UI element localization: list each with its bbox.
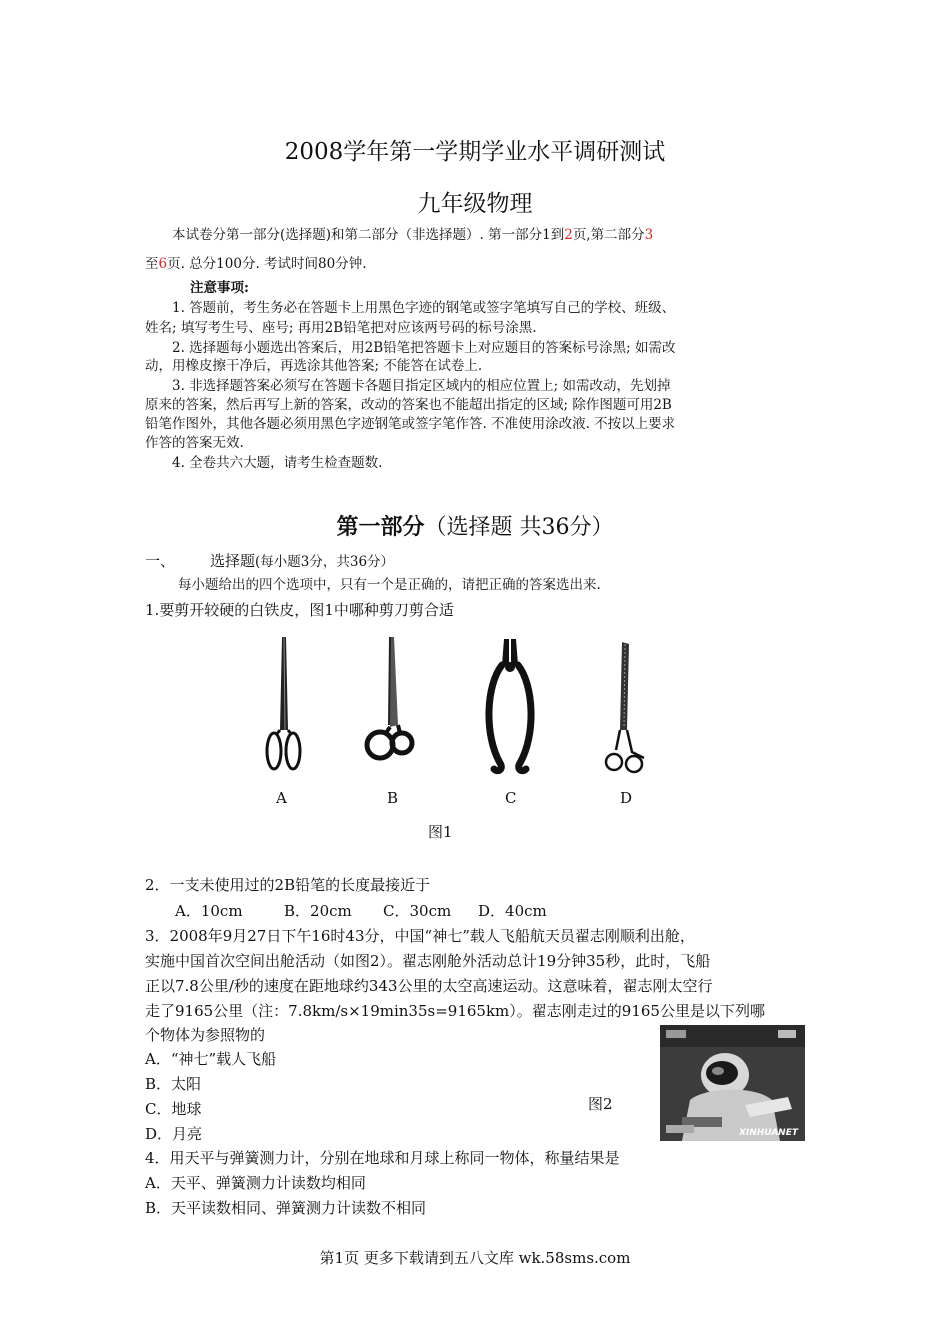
q2-option-d: D．40cm (478, 902, 547, 920)
intro-part2-start: 3 (644, 227, 654, 243)
notes-line: 铅笔作图外，其他各题必须用黑色字迹钢笔或签字笔作答. 不准使用涂改液. 不按以上要求 (145, 416, 676, 432)
scissors-b-figure (360, 635, 420, 775)
section-title (210, 550, 394, 571)
scissors-label-a: A (276, 789, 287, 807)
astronaut-photo (660, 1025, 805, 1141)
notes-line: 2. 选择题每小题选出答案后，用2B铅笔把答题卡上对应题目的答案标号涂黑; 如需改 (172, 340, 676, 356)
notes-line: 1. 答题前，考生务必在答题卡上用黑色字迹的钢笔或签字笔填写自己的学校、班级、 (172, 300, 676, 316)
part1-title-bold: 第一部分 (336, 514, 425, 540)
intro-line-2 (145, 254, 367, 275)
section-note: (每小题3分，共36分） (255, 554, 395, 570)
intro-text-a: 本试卷分第一部分(选择题)和第二部分（非选择题）. 第一部分1到 (172, 227, 565, 243)
q3-line: 个物体为参照物的 (145, 1026, 266, 1044)
figure1-caption: 图1 (428, 823, 453, 841)
q4-option-a: A．天平、弹簧测力计读数均相同 (145, 1174, 366, 1192)
notes-line: 3. 非选择题答案必须写在答题卡各题目指定区域内的相应位置上; 如需改动，先划掉 (172, 378, 671, 394)
part1-title-rest: （选择题 共36分） (424, 515, 614, 540)
q3-line: 3．2008年9月27日下午16时43分，中国“神七”载人飞船航天员翟志刚顺利出舱， (145, 927, 695, 945)
part1-title (0, 510, 950, 541)
notes-line: 作答的答案无效. (145, 435, 244, 451)
q3-option-b: B．太阳 (145, 1075, 202, 1093)
section-number: 一、 (145, 552, 176, 570)
scissors-c-figure (478, 635, 542, 775)
q3-line: 实施中国首次空间出舱活动（如图2）。翟志刚舱外活动总计19分钟35秒，此时，飞船 (145, 952, 711, 970)
intro-line-1 (172, 225, 653, 246)
scissors-label-d: D (620, 789, 633, 807)
page-subtitle: 九年级物理 (417, 191, 533, 217)
q3-option-d: D．月亮 (145, 1125, 203, 1143)
intro-part2-end: 6 (158, 256, 168, 272)
q4-text: 4．用天平与弹簧测力计，分别在地球和月球上称同一物体，称量结果是 (145, 1149, 620, 1167)
scissors-d-figure (598, 640, 658, 780)
q2-option-a: A．10cm (175, 902, 243, 920)
figure2-caption: 图2 (588, 1095, 613, 1113)
page-title: 2008学年第一学期学业水平调研测试 (284, 139, 666, 165)
q3-option-a: A．“神七”载人飞船 (145, 1050, 277, 1068)
scissors-label-b: B (387, 789, 399, 807)
q3-line: 正以7.8公里/秒的速度在距地球约343公里的太空高速运动。这意味着，翟志刚太空行 (145, 977, 713, 995)
page-footer: 第1页 更多下载请到五八文库 wk.58sms.com (319, 1249, 631, 1267)
notes-line: 原来的答案，然后再写上新的答案，改动的答案也不能超出指定的区域; 除作图题可用2B (145, 397, 672, 413)
section-instruction: 每小题给出的四个选项中，只有一个是正确的，请把正确的答案选出来. (178, 577, 601, 593)
q2-option-c: C．30cm (383, 902, 452, 920)
notes-heading: 注意事项: (190, 280, 249, 296)
scissors-label-c: C (505, 789, 517, 807)
section-title-text: 选择题 (210, 552, 256, 570)
q3-line: 走了9165公里（注：7.8km/s×19min35s=9165km）。翟志刚走过的9165公里是以下列哪 (145, 1002, 765, 1020)
intro-page-start: 2 (564, 227, 573, 243)
photo-watermark: XINHUANET (738, 1128, 798, 1138)
intro-text-c: 至 (145, 256, 159, 272)
intro-text-d: 页. 总分100分. 考试时间80分钟. (167, 256, 367, 272)
intro-text-b: 页,第二部分 (572, 227, 645, 243)
q1-text: 1.要剪开较硬的白铁皮，图1中哪种剪刀剪合适 (145, 601, 454, 619)
notes-line: 4. 全卷共六大题，请考生检查题数. (172, 455, 383, 471)
notes-line: 动，用橡皮擦干净后，再选涂其他答案; 不能答在试卷上. (145, 358, 483, 374)
notes-line: 姓名; 填写考生号、座号; 再用2B铅笔把对应该两号码的标号涂黑. (145, 320, 537, 336)
q3-option-c: C．地球 (145, 1100, 202, 1118)
q2-text: 2．一支未使用过的2B铅笔的长度最接近于 (145, 876, 431, 894)
q4-option-b: B．天平读数相同、弹簧测力计读数不相同 (145, 1199, 427, 1217)
q2-option-b: B．20cm (284, 902, 352, 920)
scissors-a-figure (258, 635, 308, 775)
